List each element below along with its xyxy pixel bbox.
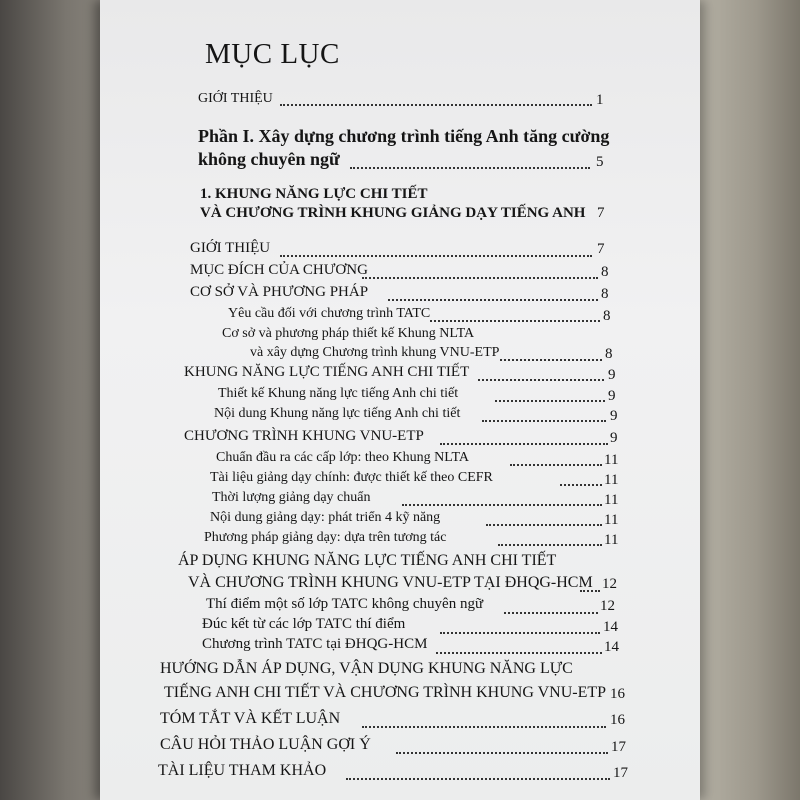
leader-dots: [362, 277, 598, 279]
toc-entry-label: TÀI LIỆU THAM KHẢO: [158, 762, 327, 779]
toc-page-number: 17: [611, 739, 626, 755]
toc-entry-label: Cơ sở và phương pháp thiết kế Khung NLTA: [222, 326, 475, 341]
toc-page-number: 14: [603, 619, 618, 635]
toc-entry-label: Thời lượng giảng dạy chuẩn: [212, 490, 371, 505]
toc-page-number: 9: [608, 388, 616, 404]
toc-page-number: 16: [610, 712, 625, 728]
leader-dots: [388, 299, 598, 301]
leader-dots: [280, 255, 592, 257]
toc-page-number: 7: [597, 241, 605, 257]
leader-dots: [430, 320, 600, 322]
toc-page-number: 9: [610, 408, 618, 424]
toc-entry-label: Nội dung Khung năng lực tiếng Anh chi tiết: [214, 406, 461, 421]
toc-page-number: 8: [605, 346, 613, 362]
toc-entry-label: HƯỚNG DẪN ÁP DỤNG, VẬN DỤNG KHUNG NĂNG LỰC: [160, 660, 573, 677]
toc-page-number: 11: [604, 532, 619, 548]
toc-page-number: 11: [604, 512, 619, 528]
leader-dots: [362, 726, 606, 728]
toc-entry-label: Thí điểm một số lớp TATC không chuyên ngữ: [206, 596, 484, 612]
toc-entry-label: 1. KHUNG NĂNG LỰC CHI TIẾT: [200, 186, 428, 202]
toc-page-number: 16: [610, 686, 625, 702]
leader-dots: [402, 504, 602, 506]
toc-entry-label: Chương trình TATC tại ĐHQG-HCM: [202, 636, 428, 652]
leader-dots: [498, 544, 602, 546]
toc-page-number: 12: [600, 598, 615, 614]
toc-entry-label: ÁP DỤNG KHUNG NĂNG LỰC TIẾNG ANH CHI TIẾT: [178, 552, 557, 569]
leader-dots: [280, 104, 592, 106]
toc-page-number: 11: [604, 472, 619, 488]
toc-page-number: 11: [604, 452, 619, 468]
toc-page-number: 12: [602, 576, 617, 592]
leader-dots: [396, 752, 608, 754]
toc-page-number: 1: [596, 92, 604, 108]
toc-page-number: 14: [604, 639, 619, 655]
toc-page-number: 8: [601, 264, 609, 280]
toc-entry-label-line2: VÀ CHƯƠNG TRÌNH KHUNG GIẢNG DẠY TIẾNG ANH: [200, 205, 586, 221]
leader-dots: [436, 652, 602, 654]
leader-dots: [482, 420, 606, 422]
leader-dots: [478, 379, 604, 381]
leader-dots: [486, 524, 602, 526]
leader-dots: [440, 632, 600, 634]
toc-entry-label: Phần I. Xây dựng chương trình tiếng Anh tăng cường: [198, 126, 610, 146]
toc-entry-label: GIỚI THIỆU: [198, 91, 273, 106]
toc-entry-label: Phương pháp giảng dạy: dựa trên tương tác: [204, 530, 447, 545]
toc-entry-label: CHƯƠNG TRÌNH KHUNG VNU-ETP: [184, 428, 424, 444]
leader-dots: [580, 590, 600, 592]
toc-entry-label: CƠ SỞ VÀ PHƯƠNG PHÁP: [190, 284, 369, 300]
background-right: [690, 0, 800, 800]
toc-page-number: 17: [613, 765, 628, 781]
toc-page-number: 7: [597, 205, 605, 221]
toc-entry-label: TÓM TẮT VÀ KẾT LUẬN: [160, 710, 341, 727]
toc-entry-label: CÂU HỎI THẢO LUẬN GỢI Ý: [160, 736, 371, 753]
leader-dots: [504, 612, 598, 614]
toc-page-number: 8: [601, 286, 609, 302]
leader-dots: [495, 400, 605, 402]
leader-dots: [440, 443, 608, 445]
toc-page-number: 11: [604, 492, 619, 508]
leader-dots: [346, 778, 610, 780]
toc-entry-label-line2: và xây dựng Chương trình khung VNU-ETP: [250, 345, 500, 360]
toc-entry-label: Tài liệu giảng dạy chính: được thiết kế theo CEFR: [210, 470, 493, 485]
leader-dots: [510, 464, 602, 466]
toc-page-number: 5: [596, 154, 604, 170]
toc-entry-label-line2: không chuyên ngữ: [198, 149, 340, 169]
book-page: [100, 0, 700, 800]
toc-entry-label: Đúc kết từ các lớp TATC thí điểm: [202, 616, 406, 632]
toc-entry-label: Nội dung giảng dạy: phát triển 4 kỹ năng: [210, 510, 441, 525]
toc-entry-label-line2: VÀ CHƯƠNG TRÌNH KHUNG VNU-ETP TẠI ĐHQG-HCM: [188, 574, 593, 591]
toc-entry-label: Yêu cầu đối với chương trình TATC: [228, 306, 431, 321]
toc-entry-label: KHUNG NĂNG LỰC TIẾNG ANH CHI TIẾT: [184, 364, 470, 380]
toc-entry-label: MỤC ĐÍCH CỦA CHƯƠNG: [190, 262, 368, 278]
toc-entry-label: GIỚI THIỆU: [190, 240, 271, 256]
toc-page-number: 9: [610, 430, 618, 446]
toc-entry-label: Chuẩn đầu ra các cấp lớp: theo Khung NLTA: [216, 450, 470, 465]
background-left: [0, 0, 110, 800]
leader-dots: [560, 484, 602, 486]
toc-page-number: 8: [603, 308, 611, 324]
leader-dots: [350, 167, 590, 169]
toc-page-number: 9: [608, 367, 616, 383]
toc-entry-label-line2: TIẾNG ANH CHI TIẾT VÀ CHƯƠNG TRÌNH KHUNG VNU-ETP: [164, 684, 607, 701]
toc-entry-label: Thiết kế Khung năng lực tiếng Anh chi tiết: [218, 386, 459, 401]
leader-dots: [500, 359, 602, 361]
toc-heading: MỤC LỤC: [205, 38, 340, 70]
